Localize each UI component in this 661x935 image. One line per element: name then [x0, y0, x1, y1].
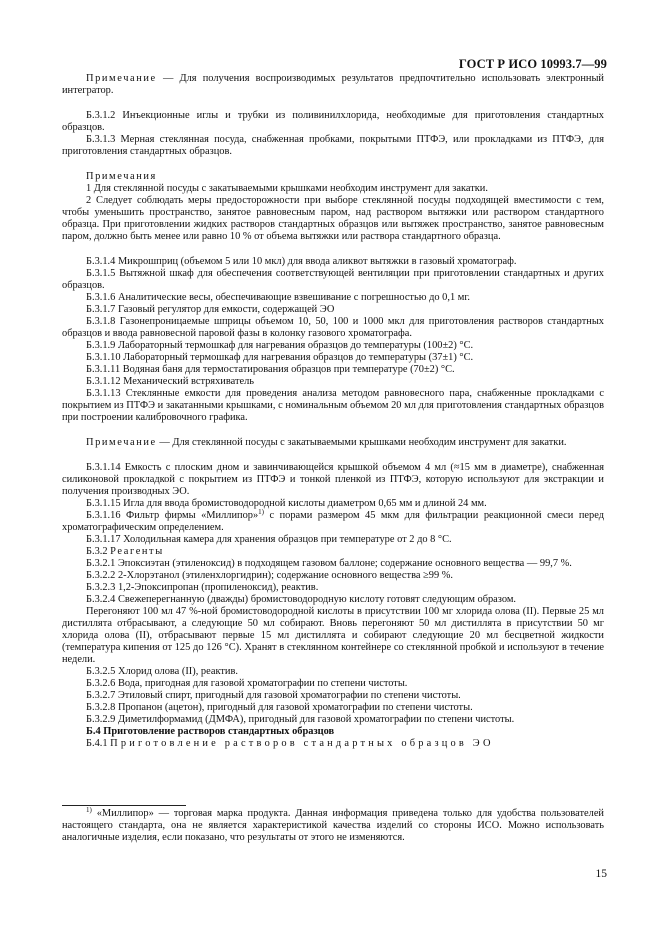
section-title: Реагенты [110, 546, 164, 557]
notes-item-1: 1 Для стеклянной посуды с закатываемыми крышками необходим инструмент для закатки. [86, 183, 488, 194]
section-b4-1-heading [62, 738, 604, 750]
footnote-marker: 1) [86, 806, 92, 814]
clause-b3-1-16 [62, 510, 604, 534]
section-number: Б.3.2 [86, 546, 108, 557]
clause-b3-2-3: Б.3.2.3 1,2-Эпоксипропан (пропиленоксид), реактив. [86, 582, 319, 593]
clause-b3-1-2: Б.3.1.2 Инъекционные иглы и трубки из поливинилхлорида, необходимые для приготовления стандартных образцов. [62, 110, 604, 133]
clause-b3-1-13: Б.3.1.13 Стеклянные емкости для проведения анализа методом равновесного пара, снабженные прокладками с покрытием из ПТФЭ и закатанными крышками, с номинальным объемом 20 мл для приготовления стандартных образцов при построении калибровочного графика. [62, 388, 604, 423]
note-2 [62, 437, 604, 449]
footnote [62, 808, 604, 844]
clause-b3-1-10: Б.3.1.10 Лабораторный термошкаф для нагревания образцов до температуры (37±1) °С. [86, 352, 474, 363]
note-text: — Для стеклянной посуды с закатываемыми крышками необходим инструмент для закатки. [156, 437, 567, 448]
standard-header: ГОСТ Р ИСО 10993.7—99 [458, 57, 607, 71]
clause-b3-2-9: Б.3.2.9 Диметилформамид (ДМФА), пригодный для газовой хроматографии по степени чистоты. [86, 714, 515, 725]
clause-b3-1-17: Б.3.1.17 Холодильная камера для хранения образцов при температуре от 2 до 8 °С. [86, 534, 452, 545]
clause-b3-2-4-procedure: Перегоняют 100 мл 47 %-ной бромистоводородной кислоты в присутствии 100 мг хлорида олова (II). Первые 25 мл дистиллята отбрасывают, а следующие 50 мл собирают. Вновь перегоняют 50 мл дистиллята в присутствии 50 мг хлорида олова (II), отбрасывают первые 15 мл дистиллята и собирают следующие 20 мл бесцветной жидкости (температура кипения от 125 до 126 °С). Хранят в стеклянном контейнере со стеклянной пробкой и используют в течение недели. [62, 606, 604, 665]
note-label: Примечание [86, 437, 157, 448]
clause-b3-1-9: Б.3.1.9 Лабораторный термошкаф для нагревания образцов до температуры (100±2) °С. [86, 340, 474, 351]
clause-b3-1-15: Б.3.1.15 Игла для ввода бромистоводородной кислоты диаметром 0,65 мм и длиной 24 мм. [86, 498, 487, 509]
clause-b3-2-1: Б.3.2.1 Эпоксиэтан (этиленоксид) в подходящем газовом баллоне; содержание основного вещества — 99,7 %. [86, 558, 572, 569]
clause-b3-1-3: Б.3.1.3 Мерная стеклянная посуда, снабженная пробками, покрытыми ПТФЭ, или прокладками из ПТФЭ, для приготовления стандартных образцов. [62, 134, 604, 157]
clause-b3-1-4: Б.3.1.4 Микрошприц (объемом 5 или 10 мкл) для ввода аликвот вытяжки в газовый хроматограф. [86, 256, 517, 267]
note-text: — Для получения воспроизводимых результатов предпочтительно использовать электронный интегратор. [62, 73, 604, 96]
section-b3-2-heading [62, 546, 604, 558]
note-label: Примечание [86, 73, 157, 84]
clause-text-rest: с порами размером 45 мкм для фильтрации реакционной смеси перед хроматографическим определением. [62, 510, 604, 533]
clause-b3-1-11: Б.3.1.11 Водяная баня для термостатирования образцов при температуре (70±2) °С. [86, 364, 455, 375]
page-content [62, 73, 604, 750]
clause-b3-2-2: Б.3.2.2 2-Хлорэтанол (этиленхлоргидрин); содержание основного вещества ≥99 %. [86, 570, 454, 581]
page-number: 15 [595, 868, 607, 880]
footnote-divider [62, 805, 186, 806]
section-number: Б.4.1 [86, 738, 108, 749]
clause-b3-1-5: Б.3.1.5 Вытяжной шкаф для обеспечения соответствующей вентиляции при приготовлении стандартных и других образцов. [62, 268, 604, 291]
clause-b3-1-14: Б.3.1.14 Емкость с плоским дном и завинчивающейся крышкой объемом 4 мл (≈15 мм в диаметре), снабженная силиконовой прокладкой с покрытием из ПТФЭ и тонкой пленкой из ПТФЭ, которую используют для экстракции и получения производных ЭО. [62, 462, 604, 497]
note-1 [62, 73, 604, 97]
footnote-ref: 1) [258, 508, 264, 516]
footnote-text-block [62, 808, 604, 844]
clause-b3-2-4: Б.3.2.4 Свежеперегнанную (дважды) бромистоводородную кислоту готовят следующим образом. [86, 594, 517, 605]
clause-b3-2-5: Б.3.2.5 Хлорид олова (II), реактив. [86, 666, 238, 677]
clause-b3-2-6: Б.3.2.6 Вода, пригодная для газовой хроматографии по степени чистоты. [86, 678, 408, 689]
section-b4-heading: Б.4 Приготовление растворов стандартных образцов [86, 726, 335, 737]
notes-heading: Примечания [86, 171, 157, 182]
clause-b3-1-7: Б.3.1.7 Газовый регулятор для емкости, содержащей ЭО [86, 304, 335, 315]
section-title: Приготовление растворов стандартных образцов ЭО [110, 738, 494, 749]
clause-b3-2-7: Б.3.2.7 Этиловый спирт, пригодный для газовой хроматографии по степени чистоты. [86, 690, 461, 701]
clause-b3-2-8: Б.3.2.8 Пропанон (ацетон), пригодный для газовой хроматографии по степени чистоты. [86, 702, 473, 713]
clause-text: Б.3.1.16 Фильтр фирмы «Миллипор» [86, 510, 259, 521]
notes-item-2: 2 Следует соблюдать меры предосторожности при выборе стеклянной посуды подходящей вместимости с тем, чтобы уменьшить пространство, занятое равновесным паром, над раствором вытяжки или раствором стандартного образца. При приготовлении жидких растворов стандартных образцов или вытяжек пространство, занятое равновесным паром, должно быть менее или равно 10 % от объема вытяжки или раствора стандартного образца. [62, 195, 604, 242]
clause-b3-1-12: Б.3.1.12 Механический встряхиватель [86, 376, 255, 387]
clause-b3-1-8: Б.3.1.8 Газонепроницаемые шприцы объемом 10, 50, 100 и 1000 мкл для приготовления растворов стандартных образцов и ввода равновесной паровой фазы в колонку газового хроматографа. [62, 316, 604, 339]
clause-b3-1-6: Б.3.1.6 Аналитические весы, обеспечивающие взвешивание с погрешностью до 0,1 мг. [86, 292, 471, 303]
footnote-text: «Миллипор» — торговая марка продукта. Данная информация приведена только для удобства пользователей настоящего стандарта, она не является характеристикой качества изделий со стороны ИСО. Можно использовать аналогичные изделия, если показано, что результаты от этого не изменяются. [62, 808, 604, 843]
